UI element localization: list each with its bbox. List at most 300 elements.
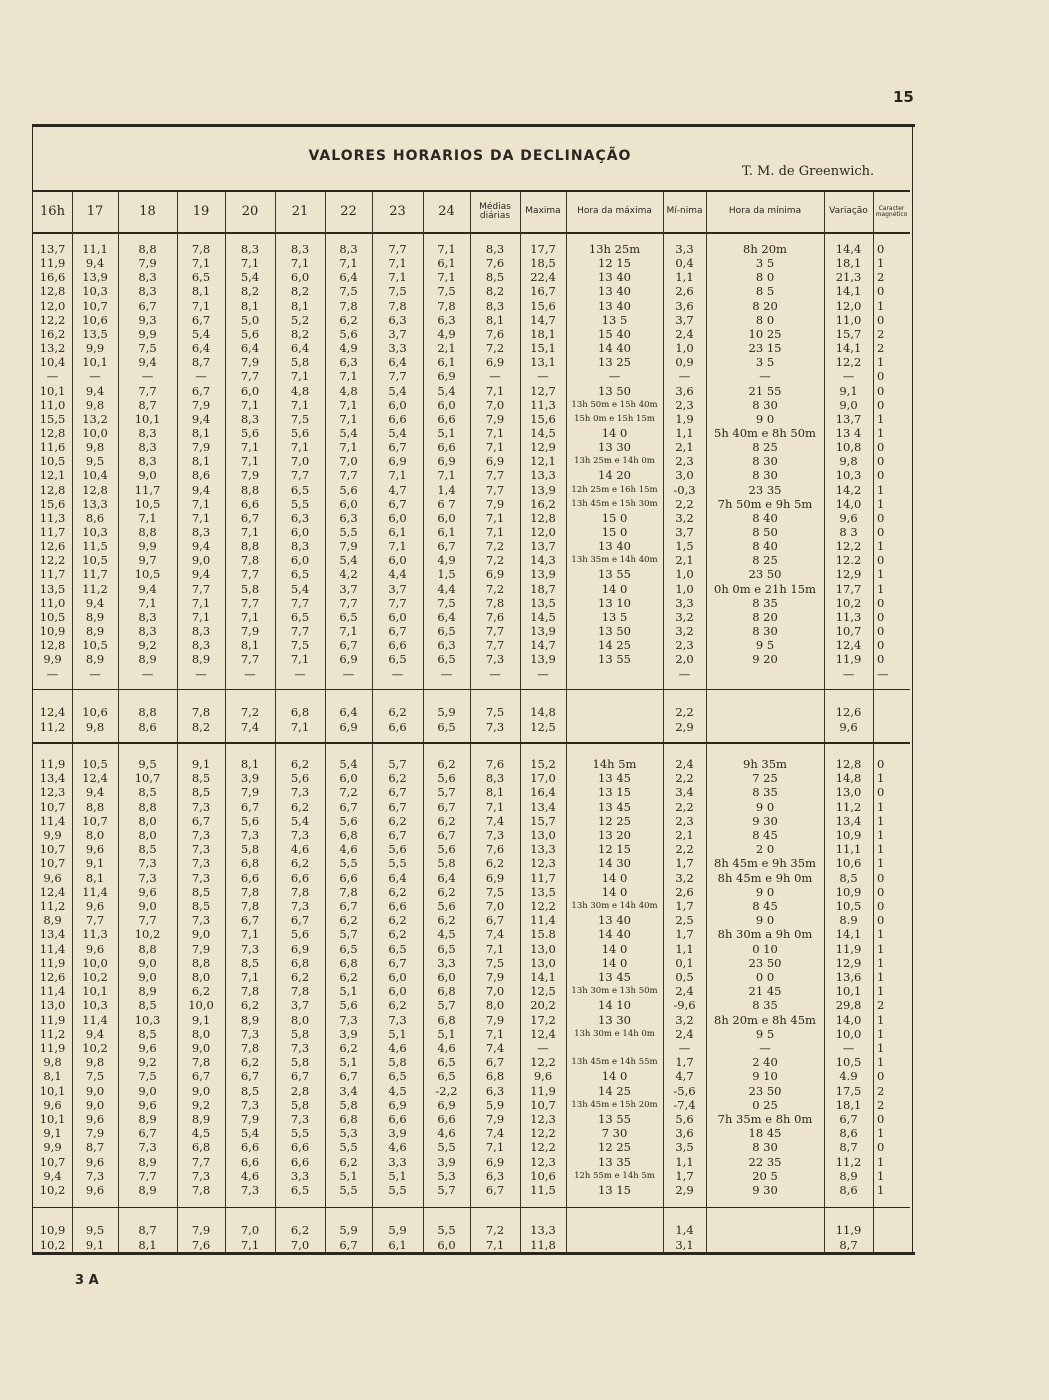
cell-c23: 6,2: [388, 705, 407, 719]
cell-c18: 10,5: [134, 567, 161, 582]
cell-c17: 10,4: [82, 468, 108, 483]
cell-c16: 12,0: [39, 298, 66, 313]
cell-c17: 10,2: [82, 970, 108, 984]
data-row: [33, 927, 910, 941]
cell-c19: 8,1: [191, 425, 211, 440]
cell-maxima: 16,2: [530, 496, 556, 511]
cell-c17: 9,5: [85, 454, 105, 469]
cell-c17: 9,6: [85, 1112, 105, 1126]
data-row: [33, 800, 910, 814]
cell-minima: 0,9: [675, 355, 694, 370]
cell-c20: 7,1: [240, 970, 260, 984]
cell-c24: 6 7: [437, 496, 456, 511]
cell-minima: 1,9: [675, 411, 694, 426]
cell-c17: 9,4: [85, 1026, 105, 1041]
cell-c18: 10,1: [134, 411, 161, 426]
data-row: [33, 327, 910, 341]
cell-c22: 6,6: [339, 870, 358, 885]
cell-c17: 12,8: [82, 482, 108, 497]
cell-caracter: 2: [877, 341, 885, 356]
cell-c17: 11,2: [82, 581, 108, 596]
data-row: [33, 483, 910, 497]
cell-caracter: 1: [877, 1154, 885, 1169]
cell-c22: 6,8: [339, 955, 358, 970]
cell-hora-maxima: 14 0: [601, 425, 628, 440]
cell-minima: 3,2: [675, 510, 694, 525]
cell-caracter: 2: [877, 270, 885, 285]
cell-c21: —: [294, 666, 306, 681]
cell-caracter: 0: [877, 1140, 885, 1155]
cell-c22: 6,5: [339, 941, 358, 956]
cell-variacao: —: [842, 666, 855, 681]
cell-variacao: 9,1: [839, 383, 858, 398]
cell-c19: 7,7: [191, 581, 211, 596]
cell-c19: 6,2: [191, 984, 211, 999]
cell-c24: 7,1: [437, 242, 456, 256]
cell-c22: 7,1: [339, 624, 358, 639]
cell-c22: 6,7: [339, 899, 358, 913]
cell-caracter: 1: [877, 567, 885, 582]
cell-c22: 5,3: [339, 1126, 358, 1141]
cell-caracter: 1: [877, 813, 885, 828]
cell-hora-minima: 9 0: [755, 799, 775, 814]
cell-c21: 6,6: [290, 870, 310, 885]
cell-c22: 6,7: [339, 799, 358, 814]
cell-c22: 5,6: [339, 326, 358, 341]
cell-c18: 10,2: [134, 927, 161, 942]
cell-c21: 6,5: [290, 567, 310, 582]
cell-minima: 1,0: [675, 567, 694, 582]
cell-minima: 3,6: [675, 298, 694, 313]
cell-c18: 7,3: [138, 1140, 157, 1155]
cell-hora-minima: 0 0: [755, 970, 775, 984]
data-row: [33, 885, 910, 899]
cell-c20: 8,8: [240, 539, 260, 554]
cell-c18: 8,0: [138, 828, 157, 842]
cell-c23: 6,7: [388, 785, 407, 800]
cell-medias: 7,7: [485, 468, 505, 483]
cell-c21: 7,0: [290, 1238, 310, 1252]
cell-c21: 6,6: [290, 1140, 310, 1155]
cell-variacao: 14,1: [835, 284, 862, 299]
cell-maxima: 14,3: [530, 553, 556, 568]
cell-hora-minima: 8h 30m a 9h 0m: [717, 927, 813, 942]
cell-caracter: 0: [877, 609, 885, 624]
cell-c16: 12,8: [39, 425, 66, 440]
cell-c19: 8,6: [191, 468, 211, 483]
cell-maxima: 13,9: [530, 652, 556, 667]
cell-c21: 6,0: [290, 553, 310, 568]
cell-c24: 4,4: [437, 581, 456, 596]
header-maxima: Maxima: [525, 206, 561, 217]
cell-c16: 10,9: [39, 624, 66, 639]
cell-hora-maxima: 14 0: [601, 870, 628, 885]
data-row: [33, 1055, 910, 1069]
cell-c24: 6,2: [437, 813, 456, 828]
cell-c19: 7,3: [191, 799, 211, 814]
cell-caracter: 0: [877, 525, 885, 539]
cell-c22: 6,8: [339, 1112, 358, 1126]
cell-c19: 9,4: [191, 411, 211, 426]
cell-minima: —: [678, 369, 691, 384]
cell-c20: 7,7: [240, 567, 260, 582]
cell-c21: 8,3: [290, 242, 310, 256]
cell-minima: 1,7: [675, 856, 694, 871]
cell-c16: 10,9: [39, 1223, 66, 1237]
cell-hora-minima: 2 40: [752, 1055, 778, 1070]
cell-c20: 8,3: [240, 411, 260, 426]
cell-c24: 6,4: [437, 609, 456, 624]
cell-c22: 6,9: [339, 720, 358, 734]
cell-variacao: 12,9: [835, 955, 862, 970]
cell-minima: 2,6: [675, 884, 694, 899]
cell-c23: 3,7: [388, 581, 407, 596]
cell-medias: 7,1: [485, 440, 505, 455]
cell-c19: 7,1: [191, 609, 211, 624]
cell-hora-maxima: 13 15: [598, 1183, 631, 1197]
cell-c16: 12,6: [39, 539, 66, 554]
cell-c19: 8,1: [191, 284, 211, 299]
cell-c17: 9,1: [85, 1238, 105, 1252]
cell-c24: 6,1: [437, 525, 456, 539]
cell-c17: 8,9: [85, 624, 105, 639]
cell-c16: 12,2: [39, 312, 66, 327]
cell-c24: 6,6: [437, 1112, 456, 1126]
data-row: [33, 440, 910, 454]
cell-hora-minima: 8 25: [752, 440, 778, 455]
cell-c16: 11,4: [39, 813, 66, 828]
cell-c16: 10,2: [39, 1238, 66, 1252]
cell-c21: 7,1: [290, 397, 310, 412]
cell-c18: 9,7: [138, 553, 157, 568]
page-number: 15: [893, 88, 914, 106]
cell-c21: 6,3: [290, 510, 310, 525]
cell-c20: 7,1: [240, 256, 260, 271]
cell-hora-maxima: 13h 45m e 14h 55m: [571, 1057, 658, 1068]
cell-maxima: 12,2: [530, 1140, 556, 1155]
cell-c24: 5,4: [437, 383, 456, 398]
cell-c19: 6,8: [191, 1140, 211, 1155]
data-row: [33, 842, 910, 856]
cell-medias: 7,1: [485, 1140, 505, 1155]
cell-variacao: 10,6: [835, 856, 862, 871]
cell-c21: 6,5: [290, 482, 310, 497]
cell-hora-maxima: 13h 25m: [588, 242, 641, 256]
cell-medias: 8,3: [485, 242, 505, 256]
cell-c20: 5,4: [240, 270, 260, 285]
cell-c17: 10,5: [82, 638, 108, 653]
cell-caracter: 1: [877, 984, 885, 999]
cell-c24: 6,3: [437, 312, 456, 327]
cell-c16: 12,4: [39, 884, 66, 899]
cell-c22: 5,5: [339, 525, 358, 539]
cell-variacao: 9,8: [839, 454, 858, 469]
cell-maxima: 15,7: [530, 813, 556, 828]
cell-c23: 6,2: [388, 998, 407, 1013]
cell-variacao: 10,2: [835, 595, 862, 610]
cell-c24: 5,7: [437, 1183, 456, 1197]
cell-c22: 6,9: [339, 652, 358, 667]
cell-minima: 3,7: [675, 312, 694, 327]
cell-c21: 7,1: [290, 369, 310, 384]
cell-c17: 10,2: [82, 1041, 108, 1055]
cell-c17: 9,4: [85, 595, 105, 610]
cell-medias: 7,0: [485, 984, 505, 999]
cell-c18: 9,6: [138, 884, 157, 899]
cell-c19: 8,9: [191, 1112, 211, 1126]
cell-variacao: 11,0: [835, 312, 862, 327]
cell-caracter: 0: [877, 913, 885, 928]
cell-c23: 7,5: [388, 284, 407, 299]
cell-minima: 1,0: [675, 581, 694, 596]
cell-c23: 6,6: [388, 638, 407, 653]
cell-minima: 2,4: [675, 984, 694, 999]
cell-caracter: 1: [877, 298, 885, 313]
cell-caracter: 0: [877, 312, 885, 327]
header-minima: Mí-nima: [666, 206, 703, 217]
cell-c21: 5,8: [290, 355, 310, 370]
cell-c16: 11,0: [39, 397, 66, 412]
cell-c16: 11,9: [39, 757, 66, 771]
cell-variacao: 9,6: [839, 720, 858, 734]
cell-c22: 5,5: [339, 1183, 358, 1197]
cell-c21: 7,7: [290, 468, 310, 483]
cell-c16: 10,7: [39, 799, 66, 814]
cell-hora-minima: 9 5: [755, 638, 775, 653]
cell-variacao: 8,6: [839, 1126, 858, 1141]
cell-c18: 8,3: [138, 440, 157, 455]
cell-c20: 7,8: [240, 553, 260, 568]
cell-minima: 2,1: [675, 828, 694, 842]
cell-c20: 6,2: [240, 998, 260, 1013]
page-footer-signature: 3 A: [75, 1273, 99, 1288]
header-bottom-rule: [33, 232, 910, 234]
cell-c23: 6,9: [388, 454, 407, 469]
cell-maxima: 11,5: [530, 1183, 556, 1197]
cell-caracter: 0: [877, 397, 885, 412]
cell-c18: 8,9: [138, 1154, 157, 1169]
cell-c21: 6,2: [290, 970, 310, 984]
cell-c18: 8,8: [138, 242, 157, 256]
cell-hora-maxima: 12 25: [598, 1140, 631, 1155]
cell-hora-minima: 8 40: [752, 539, 778, 554]
cell-variacao: 14,0: [835, 496, 862, 511]
cell-c21: 4,6: [290, 842, 310, 857]
cell-maxima: 18,1: [530, 326, 556, 341]
cell-caracter: 2: [877, 326, 885, 341]
cell-c24: 6,9: [437, 454, 456, 469]
cell-c20: 7,3: [240, 828, 260, 842]
cell-medias: 7,7: [485, 638, 505, 653]
cell-c23: 4,6: [388, 1041, 407, 1055]
cell-hora-maxima: 13h 45m e 15h 20m: [571, 1099, 658, 1110]
cell-maxima: 17,2: [530, 1012, 556, 1027]
cell-c22: 3,7: [339, 581, 358, 596]
cell-c22: —: [342, 666, 355, 681]
cell-c19: 7,9: [191, 440, 211, 455]
cell-c19: 7,7: [191, 1154, 211, 1169]
data-row: [33, 582, 910, 596]
cell-variacao: 17,7: [835, 581, 862, 596]
cell-hora-minima: 3 5: [755, 256, 775, 271]
cell-c17: 9,6: [85, 941, 105, 956]
cell-hora-minima: 8h 45m e 9h 35m: [714, 856, 816, 871]
cell-c23: 5,9: [388, 1223, 407, 1237]
cell-minima: 0,4: [675, 256, 694, 271]
cell-hora-maxima: 14 40: [598, 927, 631, 942]
cell-c18: 7,7: [138, 1168, 157, 1183]
cell-c23: 6,0: [388, 510, 407, 525]
cell-c18: 8,0: [138, 813, 157, 828]
cell-c21: 7,7: [290, 595, 310, 610]
cell-c19: 7,3: [191, 842, 211, 857]
summary-row: [33, 1223, 910, 1237]
data-row: [33, 871, 910, 885]
cell-c18: 8,9: [138, 1183, 157, 1197]
cell-c17: 7,9: [85, 1126, 105, 1141]
cell-c16: 16,2: [39, 326, 66, 341]
cell-maxima: 14,8: [530, 705, 556, 719]
cell-c22: 5,1: [339, 984, 358, 999]
cell-maxima: 12,1: [530, 454, 556, 469]
data-row: [33, 468, 910, 482]
cell-caracter: 0: [877, 1112, 885, 1126]
cell-c22: 5,7: [339, 927, 358, 942]
cell-minima: 2,4: [675, 757, 694, 771]
cell-c21: 3,7: [290, 998, 310, 1013]
cell-medias: 6,9: [485, 355, 505, 370]
cell-hora-minima: 8 40: [752, 510, 778, 525]
cell-c24: 6,7: [437, 828, 456, 842]
cell-c23: 5,4: [388, 383, 407, 398]
data-row: [33, 899, 910, 913]
cell-c16: 15,5: [39, 411, 66, 426]
cell-c21: 6,0: [290, 525, 310, 539]
cell-caracter: 1: [877, 496, 885, 511]
cell-c16: 8,9: [43, 913, 62, 928]
cell-minima: 1,1: [675, 425, 694, 440]
cell-c22: 7,8: [339, 298, 358, 313]
cell-maxima: 13,3: [530, 1223, 556, 1237]
cell-hora-minima: 9 30: [752, 1183, 778, 1197]
cell-hora-minima: 23 35: [748, 482, 782, 497]
cell-c16: 9,6: [43, 870, 62, 885]
data-row: [33, 1169, 910, 1183]
cell-c16: 11,9: [39, 1041, 66, 1055]
cell-minima: 2,2: [675, 705, 694, 719]
data-row: [33, 1013, 910, 1027]
cell-medias: 6,9: [485, 454, 505, 469]
cell-c24: 6,6: [437, 411, 456, 426]
cell-minima: 2,4: [675, 1026, 694, 1041]
cell-hora-minima: 7 25: [752, 771, 778, 786]
cell-c20: 7,3: [240, 1097, 260, 1112]
cell-c20: 6,6: [240, 1140, 260, 1155]
cell-hora-maxima: 13 35: [598, 1154, 631, 1169]
cell-medias: 8,3: [485, 298, 505, 313]
cell-c23: 7,1: [388, 270, 407, 285]
data-row: [33, 771, 910, 785]
cell-c24: 6,0: [437, 510, 456, 525]
cell-medias: 7,1: [485, 510, 505, 525]
cell-c24: 6,4: [437, 870, 456, 885]
cell-c24: -2,2: [435, 1083, 458, 1098]
cell-maxima: 12,3: [530, 1154, 556, 1169]
cell-caracter: 1: [877, 1183, 885, 1197]
cell-c19: 9,0: [191, 1083, 211, 1098]
cell-c20: 7,8: [240, 984, 260, 999]
cell-medias: 7,8: [485, 595, 505, 610]
cell-c23: 6,2: [388, 927, 407, 942]
cell-variacao: 9,0: [839, 397, 858, 412]
cell-maxima: 12,2: [530, 1126, 556, 1141]
cell-c19: 7,8: [191, 705, 211, 719]
cell-c23: 6,6: [388, 899, 407, 913]
cell-c18: 8,9: [138, 1112, 157, 1126]
cell-medias: 8,5: [485, 270, 505, 285]
cell-medias: 8,1: [485, 312, 505, 327]
cell-c16: 11,6: [39, 440, 66, 455]
cell-c18: 7,3: [138, 856, 157, 871]
cell-c22: 6,0: [339, 771, 358, 786]
cell-medias: 8,1: [485, 785, 505, 800]
cell-c18: 8,3: [138, 454, 157, 469]
cell-c16: 13,0: [39, 998, 66, 1013]
cell-hora-maxima: 13 40: [598, 539, 631, 554]
cell-hora-minima: 21 55: [748, 383, 782, 398]
cell-maxima: 11,3: [530, 397, 556, 412]
cell-c23: 4,5: [388, 1083, 407, 1098]
data-row: [33, 610, 910, 624]
data-row: [33, 667, 910, 681]
cell-c24: 4,9: [437, 553, 456, 568]
cell-c16: 13,2: [39, 341, 66, 356]
data-row: [33, 242, 910, 256]
cell-c19: 7,6: [191, 1238, 211, 1252]
cell-c23: 6,0: [388, 609, 407, 624]
cell-c19: 9,4: [191, 539, 211, 554]
cell-c17: 9,8: [85, 397, 105, 412]
cell-caracter: 0: [877, 454, 885, 469]
cell-c17: 9,6: [85, 899, 105, 913]
cell-hora-maxima: 13 40: [598, 284, 631, 299]
cell-caracter: 1: [877, 955, 885, 970]
cell-c22: 6,2: [339, 970, 358, 984]
cell-c18: 10,5: [134, 496, 161, 511]
cell-c20: 6,7: [240, 510, 260, 525]
cell-c22: 6,3: [339, 510, 358, 525]
cell-maxima: 15,6: [530, 298, 556, 313]
cell-c24: 6,8: [437, 1012, 456, 1027]
data-row: [33, 256, 910, 270]
cell-c16: 11,7: [39, 567, 66, 582]
cell-maxima: —: [537, 369, 549, 384]
cell-variacao: 4.9: [839, 1069, 858, 1084]
cell-minima: -7,4: [673, 1097, 696, 1112]
cell-hora-maxima: 15 40: [598, 326, 631, 341]
cell-medias: 7,4: [485, 813, 505, 828]
cell-c18: 9,0: [138, 899, 157, 913]
cell-minima: 3,2: [675, 624, 694, 639]
cell-c21: 7,3: [290, 828, 310, 842]
cell-c17: 9,8: [85, 440, 105, 455]
cell-c20: 8,3: [240, 242, 260, 256]
cell-c21: 2,8: [290, 1083, 310, 1098]
cell-c21: 8,2: [290, 326, 310, 341]
cell-c20: 5,4: [240, 1126, 260, 1141]
cell-c21: 5,5: [290, 496, 310, 511]
cell-c24: 7,5: [437, 284, 456, 299]
